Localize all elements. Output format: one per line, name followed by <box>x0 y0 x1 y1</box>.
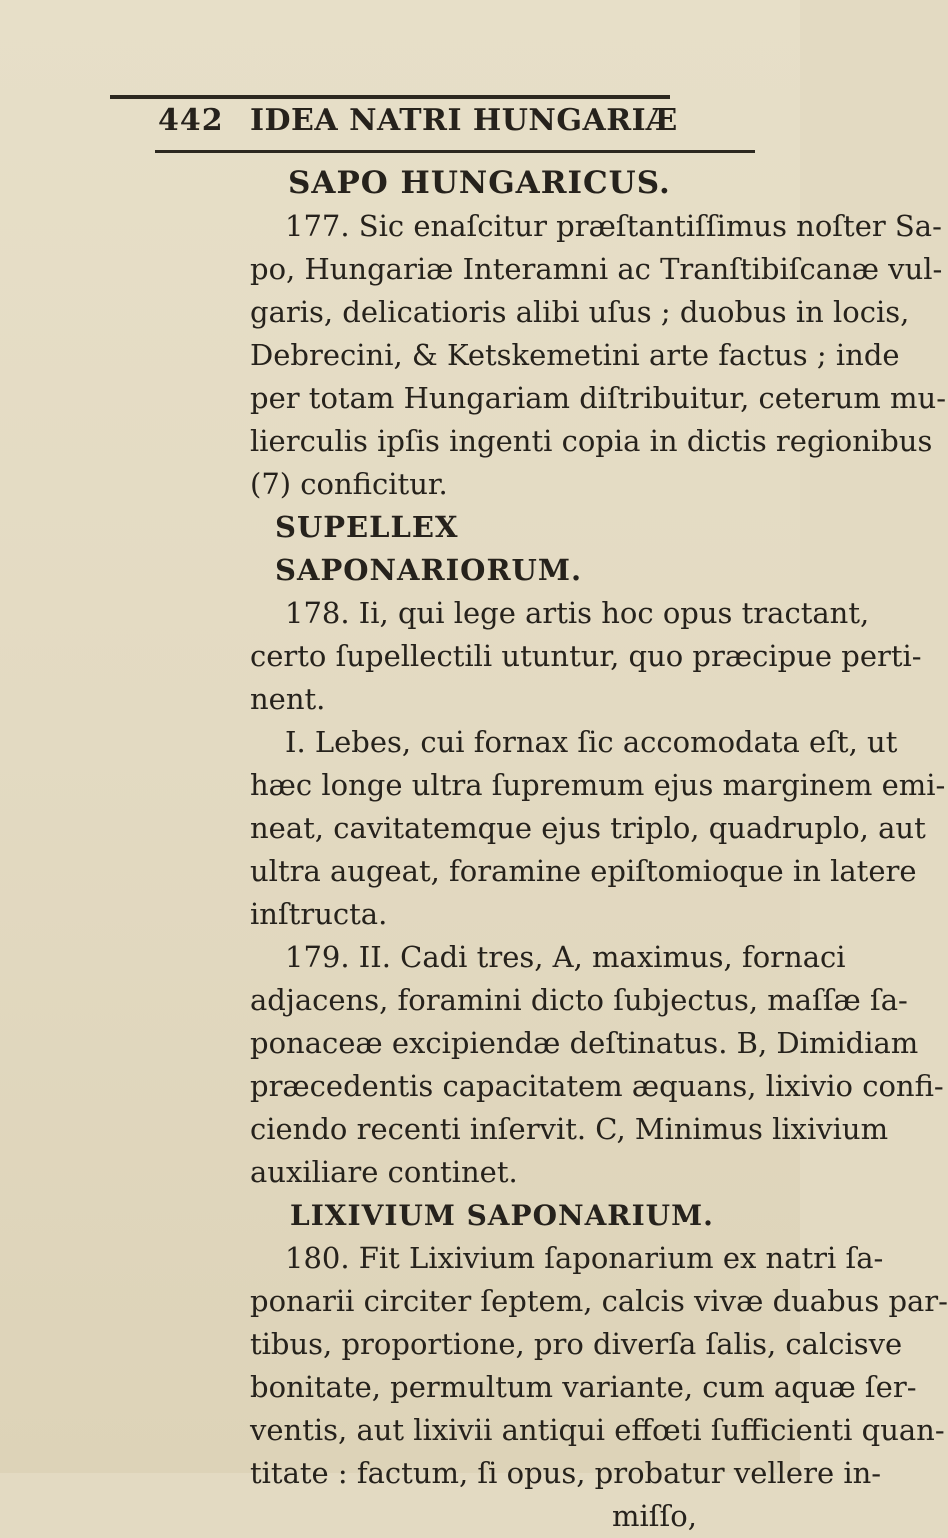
text-line: adjacens, foramini dicto ſubjectus, maſſæ ſa- <box>250 983 908 1017</box>
text-line: ciendo recenti inſervit. C, Minimus lixivium <box>250 1112 889 1146</box>
text-line: hæc longe ultra ſupremum ejus marginem emi- <box>250 768 946 802</box>
top-rule <box>110 95 670 99</box>
text-line: ultra augeat, foramine epiſtomioque in latere <box>250 854 917 888</box>
text-line: ventis, aut lixivii antiqui effœti ſufficienti quan- <box>250 1413 945 1447</box>
page-header <box>158 103 758 147</box>
text-line: Debrecini, & Ketskemetini arte factus ; inde <box>250 338 900 372</box>
text-line: garis, delicatioris alibi uſus ; duobus in locis, <box>250 295 910 329</box>
text-line: ponaceæ excipiendæ deſtinatus. B, Dimidiam <box>250 1026 919 1060</box>
running-head: IDEA NATRI HUNGARIÆ <box>250 103 678 138</box>
section-heading: SUPELLEX SAPONARIORUM. <box>275 510 583 587</box>
page-number: 442 <box>158 103 224 138</box>
text-line: neat, cavitatemque ejus triplo, quadruplo, aut <box>250 811 926 845</box>
text-line: per totam Hungariam diſtribuitur, ceterum mu- <box>250 381 946 415</box>
text-line: præcedentis capacitatem æquans, lixivio confi- <box>250 1069 944 1103</box>
catchword: miſſo, <box>612 1499 697 1533</box>
text-line: (7) conficitur. <box>250 467 448 501</box>
text-line: bonitate, permultum variante, cum aquæ ſer- <box>250 1370 917 1404</box>
section-heading: SAPO HUNGARICUS. <box>288 165 671 201</box>
text-line: certo ſupellectili utuntur, quo præcipue perti- <box>250 639 922 673</box>
header-rule <box>155 150 755 153</box>
text-line: nent. <box>250 682 326 716</box>
text-line: po, Hungariæ Interamni ac Tranſtibiſcanæ vul- <box>250 252 943 286</box>
text-line: auxiliare continet. <box>250 1155 518 1189</box>
text-line: 178. Ii, qui lege artis hoc opus tractant, <box>285 596 870 630</box>
text-line: tibus, proportione, pro diverſa ſalis, calcisve <box>250 1327 903 1361</box>
text-line: 180. Fit Lixivium ſaponarium ex natri ſa- <box>285 1241 884 1275</box>
section-heading: LIXIVIUM SAPONARIUM. <box>290 1199 714 1232</box>
text-line: 179. II. Cadi tres, A, maximus, fornaci <box>285 940 846 974</box>
text-line: lierculis ipſis ingenti copia in dictis regionibus <box>250 424 933 458</box>
text-line: titate : factum, ſi opus, probatur vellere in- <box>250 1456 882 1490</box>
text-line: ponarii circiter ſeptem, calcis vivæ duabus par- <box>250 1284 948 1318</box>
text-line: inſtructa. <box>250 897 388 931</box>
body-text <box>250 162 948 1538</box>
text-line: I. Lebes, cui fornax ſic accomodata eſt, ut <box>285 725 898 759</box>
text-line: 177. Sic enaſcitur præſtantiſſimus noſter Sa- <box>285 209 942 243</box>
